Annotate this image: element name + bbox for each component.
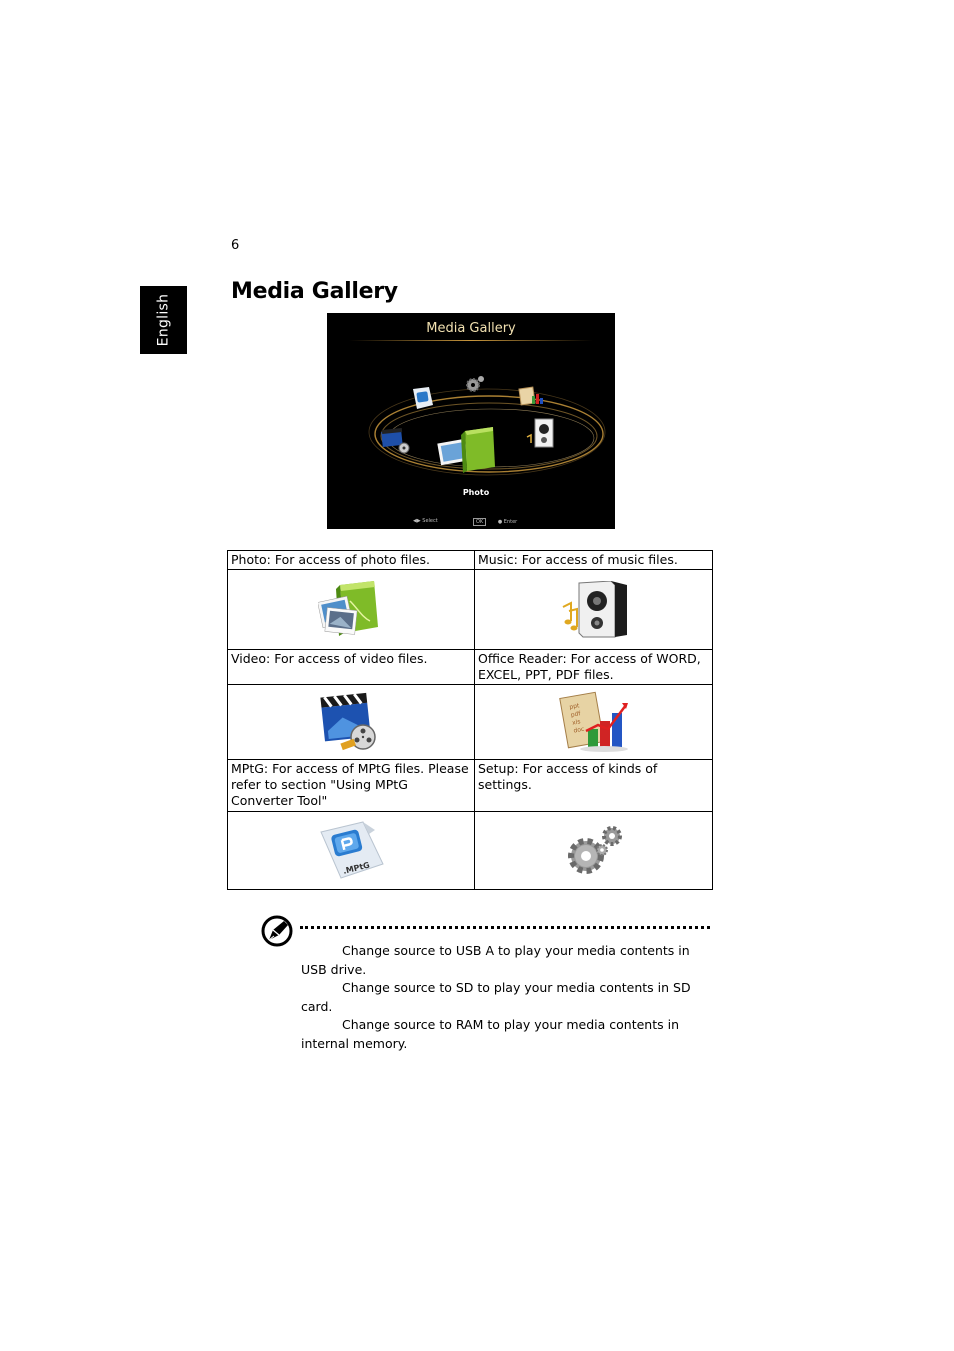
gears-icon [564, 822, 624, 880]
table-row [228, 570, 713, 650]
language-tab-label: English [155, 293, 172, 347]
music-icon [527, 419, 553, 447]
mptg-icon-cell [228, 812, 475, 890]
screenshot-title: Media Gallery [426, 321, 516, 336]
video-icon-cell [228, 685, 475, 760]
mptg-file-icon [313, 820, 389, 882]
mptg-description: MPtG: For access of MPtG files. Please refer to section "Using MPtG Converter Tool" [228, 760, 475, 812]
table-row [228, 551, 713, 570]
setup-description: Setup: For access of kinds of settings. [475, 760, 713, 812]
enter-button-icon: ● [497, 519, 503, 525]
ok-key-icon: OK [473, 518, 486, 526]
table-row [228, 685, 713, 760]
arrow-left-right-icon: ◀▶ [413, 518, 421, 524]
note-item: Change source to USB A to play your media contents in USB drive. [301, 943, 690, 977]
table-row [228, 650, 713, 685]
photo-icon-cell [228, 570, 475, 650]
video-description: Video: For access of video files. [228, 650, 475, 685]
table-row [228, 760, 713, 812]
footer-enter-hint: OK ● Enter [473, 518, 517, 526]
music-icon-cell [475, 570, 713, 650]
footer-select-hint: ◀▶ Select [413, 518, 438, 524]
office-chart-icon [558, 691, 630, 753]
note-item: Change source to RAM to play your media contents in internal memory. [301, 1017, 680, 1051]
office-reader-icon-cell [475, 685, 713, 760]
photo-description: Photo: For access of photo files. [228, 551, 475, 570]
clapperboard-icon [319, 691, 383, 753]
photo-book-icon [318, 581, 384, 639]
setup-icon-cell [475, 812, 713, 890]
page-title: Media Gallery [231, 279, 398, 304]
note-pen-icon [260, 914, 296, 948]
note-text [301, 942, 711, 1053]
table-row [228, 812, 713, 890]
svg-text:doc: doc [572, 725, 585, 735]
note-item: Change source to SD to play your media contents in SD card. [301, 980, 691, 1014]
features-table [227, 550, 713, 890]
media-gallery-screenshot [327, 313, 615, 529]
svg-text:.MPtG: .MPtG [342, 859, 371, 876]
speaker-icon [559, 581, 629, 639]
office-icon [519, 387, 543, 405]
svg-text:ppt: ppt [568, 702, 580, 711]
page-number: 6 [231, 238, 240, 253]
selected-item-label: Photo [462, 488, 490, 497]
language-tab [140, 286, 187, 354]
svg-text:xls: xls [571, 718, 581, 727]
svg-text:pdf: pdf [569, 710, 581, 719]
mptg-icon [413, 387, 433, 409]
music-description: Music: For access of music files. [475, 551, 713, 570]
office-reader-description: Office Reader: For access of WORD, EXCEL, PPT, PDF files. [475, 650, 713, 685]
note-divider [300, 926, 710, 929]
